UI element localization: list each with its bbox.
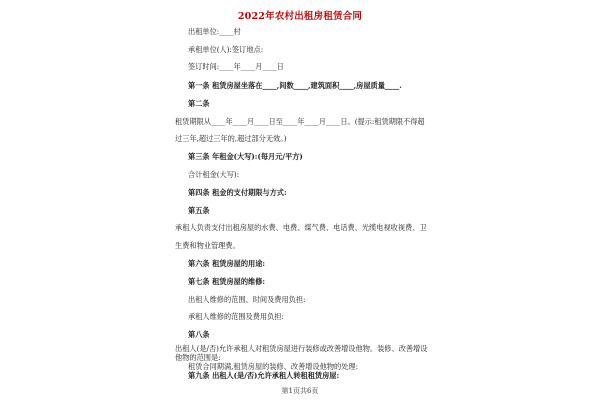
clause-2-heading: 第二条 xyxy=(188,99,210,108)
lessor-line: 出租单位:____村 xyxy=(188,27,241,36)
lessee-repair-line: 承租人维修的范围及费用负担: xyxy=(188,312,284,321)
total-rent-line: 合计租金(大写): xyxy=(188,170,240,179)
clause-8-text-1: 出租人(是/否)允许承租人对租赁房屋进行装修或改善增设他物。装修、改善增设 xyxy=(175,344,428,353)
clause-9-heading: 第九条 出租人(是/否)允许承租人转租租赁房屋: xyxy=(188,371,340,380)
clause-8-heading: 第八条 xyxy=(188,330,210,339)
clause-3-heading: 第三条 年租金(大写):(每月元/平方) xyxy=(188,152,303,161)
document-title: 2022年农村出租房租赁合同 xyxy=(237,11,363,22)
clause-2-text-2: 过三年,超过三年的,超过部分无效。) xyxy=(175,134,287,143)
clause-8-text-3: 租赁合同期满,租赁房屋的装修、改善增设他物的处理: xyxy=(188,362,359,371)
signing-date-line: 签订时间:____年____月____日 xyxy=(188,62,284,71)
clause-5-text-2: 生费和物业管理费。 xyxy=(175,241,240,250)
clause-4-heading: 第四条 租金的支付期限与方式: xyxy=(188,188,287,197)
clause-5-text-1: 承租人负责支付出租房屋的水费、电费、煤气费、电话费、光缆电视收视费、卫 xyxy=(175,223,427,232)
page-footer: 第1页共6页 xyxy=(281,387,319,395)
clause-1-heading: 第一条 租赁房屋坐落在____,间数____,建筑面积____,房屋质量____. xyxy=(188,81,402,90)
clause-7-heading: 第七条 租赁房屋的维修: xyxy=(188,277,266,286)
clause-5-heading: 第五条 xyxy=(188,206,210,215)
clause-6-heading: 第六条 租赁房屋的用途: xyxy=(188,259,266,268)
clause-2-text-1: 租赁期限从____年____月____日至____年____月____日。(提示:租赁期限不得超 xyxy=(175,117,425,126)
clause-8-text-2: 他物的范围是: xyxy=(175,353,221,362)
lessor-repair-line: 出租人维修的范围、时间及费用负担: xyxy=(188,295,306,304)
lessee-line: 承租单位(人):签订地点: xyxy=(188,45,264,54)
